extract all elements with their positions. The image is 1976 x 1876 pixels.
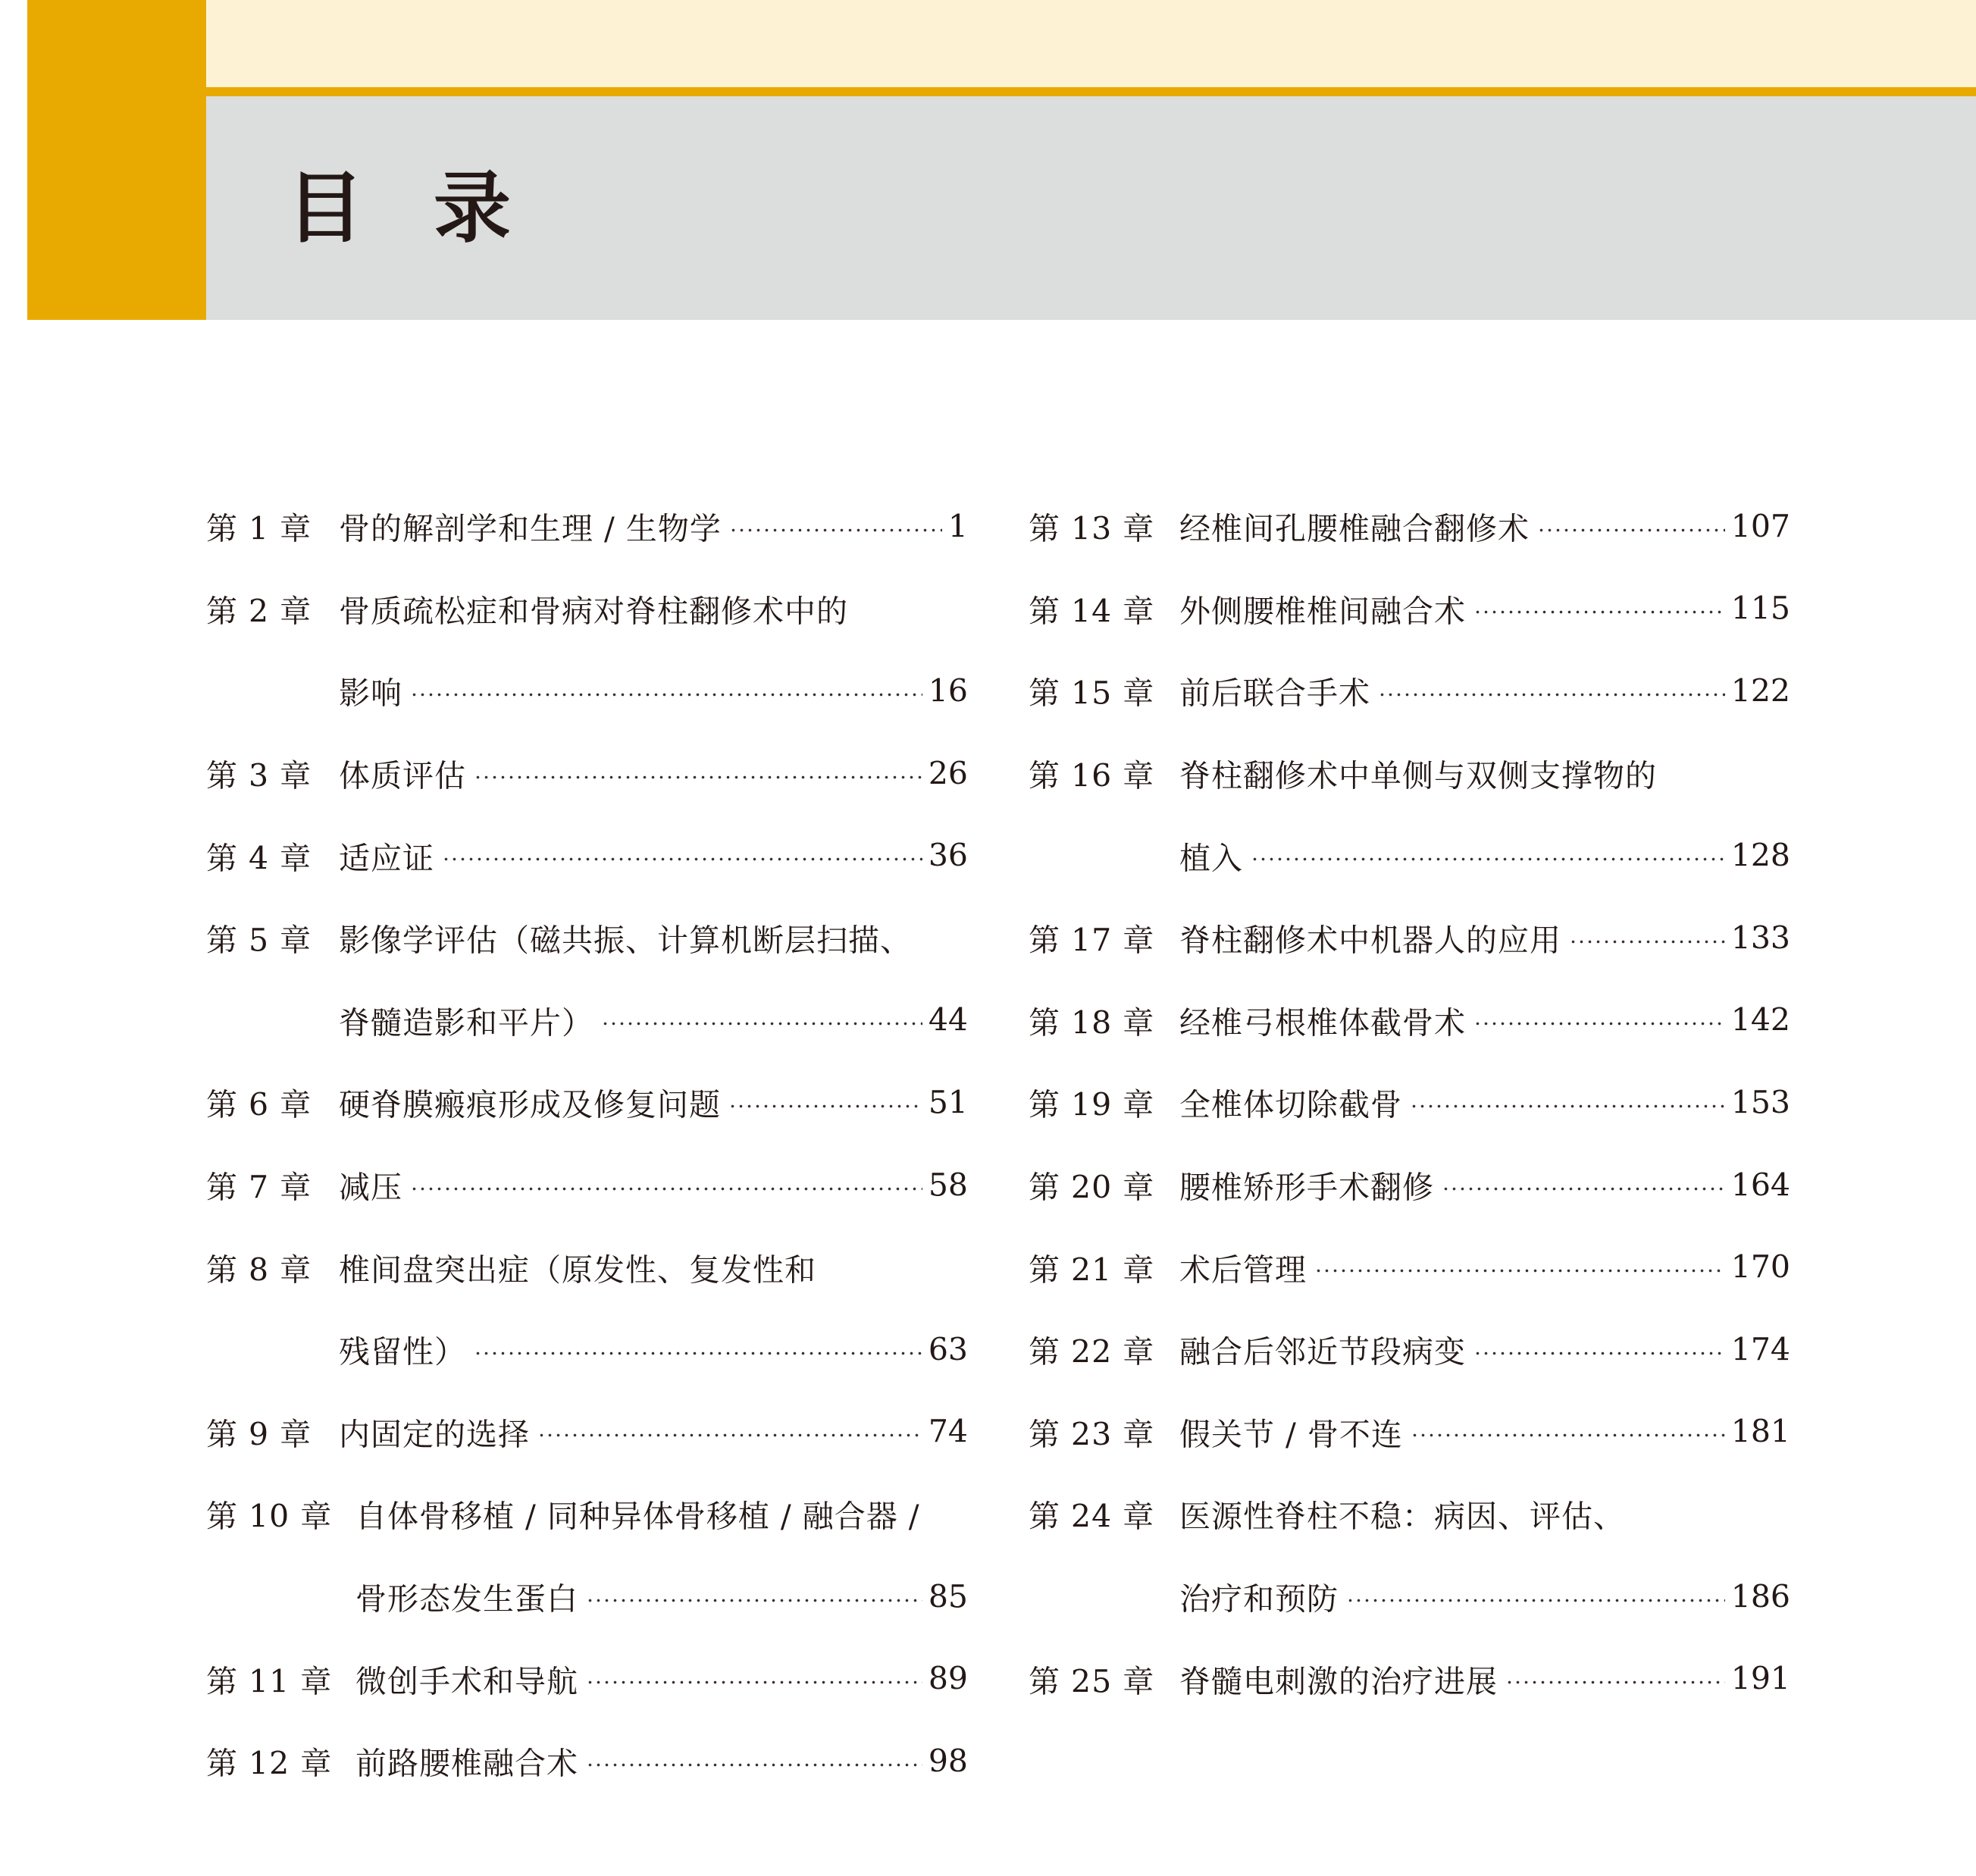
toc-entry[interactable] (206, 814, 968, 897)
toc-entry[interactable] (206, 568, 968, 650)
toc-line (1179, 1080, 1790, 1125)
chapter-label: 第 11 章 (206, 1663, 333, 1700)
dot-leader (474, 1351, 922, 1355)
chapter-label: 第 17 章 (1029, 922, 1155, 959)
header-accent-rule (206, 87, 1976, 96)
dot-leader (1473, 1023, 1725, 1026)
page-number: 85 (928, 1578, 968, 1615)
toc-line (339, 586, 848, 631)
dot-leader (586, 1763, 922, 1766)
dot-leader (537, 1434, 922, 1437)
dot-leader (1569, 940, 1725, 943)
dot-leader (1505, 1681, 1725, 1684)
chapter-title: 融合后邻近节段病变 (1179, 1333, 1466, 1370)
toc-entry[interactable] (206, 1144, 968, 1226)
toc-line (1179, 1656, 1790, 1701)
toc-line (1179, 504, 1790, 549)
toc-line (1179, 669, 1790, 713)
page-number: 89 (928, 1660, 968, 1697)
dot-leader (728, 1104, 922, 1107)
toc-line (339, 1080, 968, 1125)
chapter-title: 内固定的选择 (339, 1416, 530, 1453)
toc-entry[interactable] (206, 1391, 968, 1474)
page-number: 44 (928, 1001, 968, 1038)
dot-leader (1473, 611, 1725, 614)
toc-entry[interactable] (1029, 979, 1790, 1062)
toc-line (339, 1245, 816, 1289)
chapter-label: 第 12 章 (206, 1745, 333, 1782)
chapter-title: 体质评估 (339, 757, 466, 794)
chapter-label: 第 9 章 (206, 1416, 312, 1453)
dot-leader (1314, 1270, 1725, 1273)
toc-line (339, 998, 968, 1042)
dot-leader (1378, 693, 1725, 696)
chapter-title: 自体骨移植 / 同种异体骨移植 / 融合器 / (355, 1498, 920, 1535)
page-number: 170 (1730, 1248, 1790, 1286)
toc-entry-continuation[interactable] (1029, 1555, 1790, 1638)
page-number: 186 (1730, 1578, 1790, 1615)
chapter-title: 外侧腰椎椎间融合术 (1179, 593, 1466, 630)
chapter-label: 第 15 章 (1029, 675, 1155, 712)
dot-leader (1410, 1104, 1725, 1107)
page-number: 16 (928, 672, 968, 709)
chapter-title: 影响 (339, 675, 402, 712)
toc-entry[interactable] (206, 897, 968, 979)
page-number: 63 (928, 1331, 968, 1368)
toc-entry[interactable] (1029, 650, 1790, 732)
page-number: 51 (928, 1084, 968, 1121)
page-number: 36 (928, 837, 968, 874)
toc-entry[interactable] (1029, 568, 1790, 650)
toc-line (339, 751, 968, 796)
toc-line (339, 916, 912, 960)
dot-leader (1537, 528, 1725, 531)
toc-line (339, 504, 968, 549)
chapter-label: 第 21 章 (1029, 1251, 1155, 1289)
toc-line (1179, 916, 1790, 960)
chapter-title: 植入 (1179, 840, 1243, 877)
chapter-label: 第 18 章 (1029, 1004, 1155, 1041)
page-number: 115 (1730, 590, 1790, 627)
chapter-label: 第 20 章 (1029, 1169, 1155, 1206)
toc-line (339, 1163, 968, 1207)
page-number: 133 (1730, 919, 1790, 957)
page-number: 191 (1730, 1660, 1790, 1697)
toc-entry[interactable] (1029, 1061, 1790, 1144)
chapter-label: 第 4 章 (206, 840, 312, 877)
chapter-title: 骨质疏松症和骨病对脊柱翻修术中的 (339, 593, 848, 630)
toc-entry[interactable] (1029, 732, 1790, 815)
page-number: 142 (1730, 1001, 1790, 1038)
chapter-title: 前后联合手术 (1179, 675, 1370, 712)
chapter-title: 椎间盘突出症（原发性、复发性和 (339, 1251, 816, 1289)
dot-leader (1411, 1434, 1725, 1437)
chapter-title: 骨形态发生蛋白 (355, 1580, 578, 1618)
toc-entry[interactable] (1029, 1226, 1790, 1308)
toc-entry[interactable] (1029, 897, 1790, 979)
toc-entry[interactable] (206, 1473, 968, 1555)
toc-entry[interactable] (206, 1720, 968, 1802)
chapter-label: 第 14 章 (1029, 593, 1155, 630)
dot-leader (729, 528, 942, 531)
dot-leader (442, 858, 922, 861)
page-number: 164 (1730, 1167, 1790, 1204)
toc-entry-continuation[interactable] (206, 1308, 968, 1391)
chapter-title: 医源性脊柱不稳：病因、评估、 (1179, 1498, 1625, 1535)
toc-line (1179, 833, 1790, 878)
toc-line (1179, 1574, 1790, 1619)
toc-line (355, 1492, 920, 1536)
toc-column-left (206, 485, 968, 1802)
chapter-label: 第 19 章 (1029, 1086, 1155, 1123)
dot-leader (601, 1023, 922, 1026)
toc-entry[interactable] (206, 732, 968, 815)
page-number: 128 (1730, 837, 1790, 874)
toc-entry[interactable] (206, 1226, 968, 1308)
toc-entry[interactable] (1029, 1308, 1790, 1391)
toc-line (355, 1739, 968, 1784)
dot-leader (1442, 1187, 1725, 1190)
dot-leader (1346, 1599, 1725, 1602)
chapter-label: 第 24 章 (1029, 1498, 1155, 1535)
chapter-label: 第 1 章 (206, 510, 312, 547)
chapter-title: 影像学评估（磁共振、计算机断层扫描、 (339, 922, 912, 959)
chapter-title: 前路腰椎融合术 (355, 1745, 578, 1782)
dot-leader (474, 775, 922, 778)
page-number: 1 (947, 508, 968, 545)
chapter-title: 骨的解剖学和生理 / 生物学 (339, 510, 722, 547)
chapter-title: 脊柱翻修术中单侧与双侧支撑物的 (1179, 757, 1657, 794)
toc-line (1179, 998, 1790, 1042)
chapter-title: 假关节 / 骨不连 (1179, 1416, 1403, 1453)
chapter-title: 腰椎矫形手术翻修 (1179, 1169, 1434, 1206)
toc-line (339, 1409, 968, 1454)
toc-entry[interactable] (1029, 1637, 1790, 1720)
chapter-label: 第 8 章 (206, 1251, 312, 1289)
page-number: 98 (928, 1743, 968, 1780)
toc-line (1179, 586, 1790, 631)
dot-leader (586, 1681, 922, 1684)
chapter-title: 适应证 (339, 840, 434, 877)
toc-line (355, 1574, 968, 1619)
page-title: 目录 (287, 164, 581, 254)
toc-line (1179, 1245, 1790, 1289)
chapter-label: 第 23 章 (1029, 1416, 1155, 1453)
chapter-title: 残留性） (339, 1333, 466, 1370)
toc-column-right (1029, 485, 1790, 1720)
toc-entry[interactable] (206, 1637, 968, 1720)
toc-entry[interactable] (206, 485, 968, 568)
chapter-title: 术后管理 (1179, 1251, 1307, 1289)
page-number: 107 (1730, 508, 1790, 545)
chapter-title: 脊髓造影和平片） (339, 1004, 593, 1041)
chapter-label: 第 3 章 (206, 757, 312, 794)
toc-entry-continuation[interactable] (1029, 814, 1790, 897)
page-number: 153 (1730, 1084, 1790, 1121)
chapter-title: 全椎体切除截骨 (1179, 1086, 1402, 1123)
dot-leader (410, 693, 922, 696)
chapter-title: 经椎间孔腰椎融合翻修术 (1179, 510, 1530, 547)
chapter-label: 第 2 章 (206, 593, 312, 630)
toc-entry-continuation[interactable] (206, 979, 968, 1062)
chapter-label: 第 5 章 (206, 922, 312, 959)
chapter-title: 微创手术和导航 (355, 1663, 578, 1700)
toc-entry-continuation[interactable] (206, 650, 968, 732)
page-number: 122 (1730, 672, 1790, 709)
page-number: 181 (1730, 1413, 1790, 1450)
toc-line (1179, 1327, 1790, 1372)
toc-line (339, 669, 968, 713)
dot-leader (1473, 1351, 1725, 1355)
toc-entry[interactable] (1029, 1144, 1790, 1226)
chapter-title: 脊柱翻修术中机器人的应用 (1179, 922, 1561, 959)
chapter-title: 经椎弓根椎体截骨术 (1179, 1004, 1466, 1041)
dot-leader (586, 1599, 922, 1602)
toc-entry[interactable] (1029, 1473, 1790, 1555)
chapter-title: 治疗和预防 (1179, 1580, 1339, 1618)
page-number: 174 (1730, 1331, 1790, 1368)
chapter-label: 第 7 章 (206, 1169, 312, 1206)
chapter-label: 第 6 章 (206, 1086, 312, 1123)
chapter-title: 减压 (339, 1169, 402, 1206)
toc-entry[interactable] (206, 1061, 968, 1144)
chapter-label: 第 13 章 (1029, 510, 1155, 547)
toc-line (1179, 1163, 1790, 1207)
header-accent-block (27, 0, 206, 320)
chapter-title: 脊髓电刺激的治疗进展 (1179, 1663, 1498, 1700)
toc-line (1179, 1492, 1625, 1536)
chapter-label: 第 22 章 (1029, 1333, 1155, 1370)
page-number: 74 (928, 1413, 968, 1450)
toc-entry[interactable] (1029, 1391, 1790, 1474)
toc-entry[interactable] (1029, 485, 1790, 568)
chapter-title: 硬脊膜瘢痕形成及修复问题 (339, 1086, 721, 1123)
toc-entry-continuation[interactable] (206, 1555, 968, 1638)
header-cream-band (206, 0, 1976, 87)
toc-line (1179, 751, 1657, 796)
page-number: 26 (928, 755, 968, 792)
toc-line (339, 833, 968, 878)
chapter-label: 第 25 章 (1029, 1663, 1155, 1700)
toc-line (339, 1327, 968, 1372)
page-number: 58 (928, 1167, 968, 1204)
chapter-label: 第 10 章 (206, 1498, 333, 1535)
dot-leader (410, 1187, 922, 1190)
toc-line (1179, 1409, 1790, 1454)
dot-leader (1251, 858, 1725, 861)
chapter-label: 第 16 章 (1029, 757, 1155, 794)
toc-line (355, 1656, 968, 1701)
